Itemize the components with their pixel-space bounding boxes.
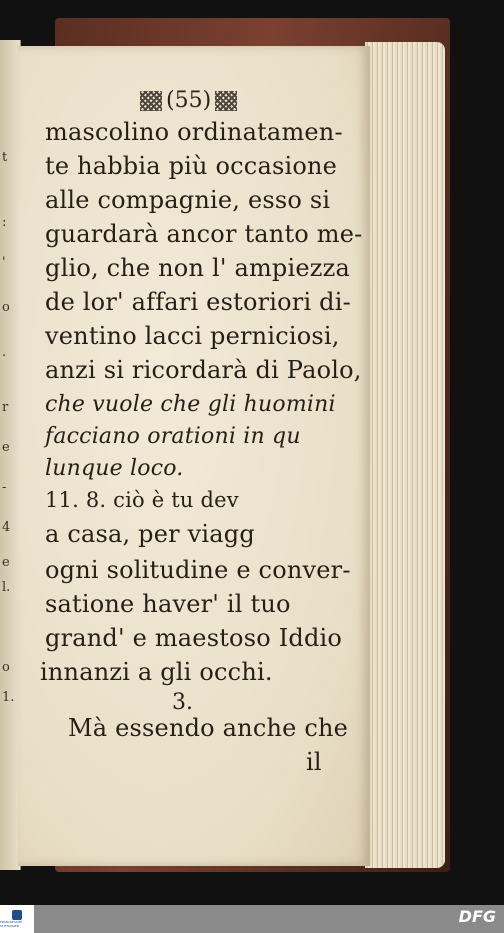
text-line: grand' e maestoso Iddio — [45, 624, 343, 652]
section-number: 3. — [172, 690, 193, 715]
text-line: innanzi a gli occhi. — [40, 658, 273, 686]
text-line: de lor' affari estoriori di- — [45, 288, 351, 316]
text-line-italic: lunque loco. — [45, 456, 184, 481]
left-margin-fragment: t — [2, 150, 8, 165]
dfg-logo: DFG — [458, 907, 496, 926]
text-line: mascolino ordinatamen- — [45, 118, 343, 146]
text-line: satione haver' il tuo — [45, 590, 291, 618]
left-margin-fragment: - — [2, 480, 7, 495]
text-line: Mà essendo anche che — [68, 714, 349, 742]
footer-bar — [0, 905, 504, 933]
text-line: alle compagnie, esso si — [45, 186, 331, 214]
left-margin-fragment: e — [2, 440, 10, 455]
left-margin-fragment: ' — [2, 255, 6, 270]
library-logo — [0, 905, 34, 933]
page-number: (55) — [166, 88, 212, 113]
text-line: il — [306, 748, 322, 776]
left-margin-fragment: l. — [2, 580, 11, 595]
left-margin-fragment: : — [2, 215, 7, 230]
text-line: anzi si ricordarà di Paolo, — [45, 356, 362, 384]
page-stack — [365, 42, 445, 868]
left-margin-fragment: 4 — [2, 520, 11, 535]
text-line: ogni solitudine e conver- — [45, 556, 351, 584]
shield-icon — [12, 910, 22, 920]
text-line: 11. 8. ciò è tu dev — [45, 488, 239, 512]
text-line: te habbia più occasione — [45, 152, 338, 180]
left-margin-fragment: e — [2, 555, 10, 570]
page-header — [140, 88, 237, 113]
left-margin-fragment: o — [2, 300, 10, 315]
left-margin-fragment: o — [2, 660, 10, 675]
text-line-italic: facciano orationi in qu — [45, 424, 301, 449]
text-line: ventino lacci perniciosi, — [45, 322, 340, 350]
left-margin-fragment: . — [2, 345, 7, 360]
left-margin-fragment: 1. — [2, 690, 15, 705]
ornament-right-icon — [215, 91, 237, 111]
text-line: guardarà ancor tanto me- — [45, 220, 363, 248]
left-margin-fragment: r — [2, 400, 9, 415]
text-line: a casa, per viagg — [45, 520, 255, 548]
library-logo-text: FRANCKESCHE STIFTUNGEN — [0, 920, 23, 928]
text-line: glio, che non l' ampiezza — [45, 254, 350, 282]
ornament-left-icon — [140, 91, 162, 111]
text-line-italic: che vuole che gli huomini — [45, 392, 336, 417]
